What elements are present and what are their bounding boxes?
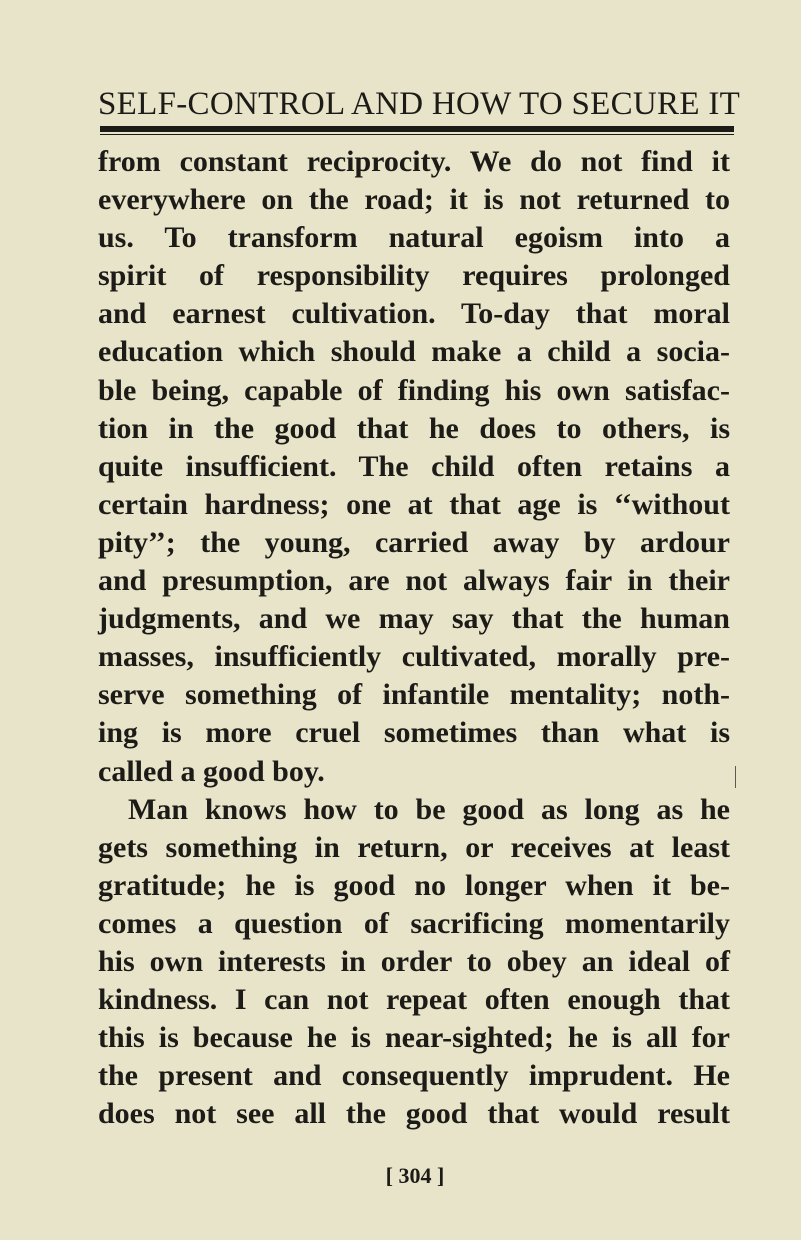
text-line: the present and consequently imprudent. He: [98, 1059, 730, 1093]
scan-speck: [735, 766, 736, 788]
text-line: serve something of infantile mentality; noth-: [98, 678, 730, 712]
text-line: spirit of responsibility requires prolonged: [98, 259, 730, 293]
text-line: quite insufficient. The child often retains a: [98, 449, 730, 483]
text-line: pity’’; the young, carried away by ardour: [98, 525, 730, 559]
text-line: ble being, capable of finding his own satisfac-: [98, 373, 730, 407]
paragraph-start-line: Man knows how to be good as long as he: [128, 792, 730, 826]
text-line: and presumption, are not always fair in their: [98, 564, 730, 598]
text-line: his own interests in order to obey an ideal of: [98, 944, 730, 978]
header-rule: [100, 126, 734, 135]
text-line: education which should make a child a socia-: [98, 335, 730, 369]
page-number: [ 304 ]: [385, 1163, 445, 1188]
text-line: this is because he is near-sighted; he is all for: [98, 1021, 730, 1055]
text-line: certain hardness; one at that age is ‘‘without: [98, 487, 730, 521]
text-line: ing is more cruel sometimes than what is: [98, 716, 730, 750]
text-line: tion in the good that he does to others, is: [98, 411, 730, 445]
paragraph-end-line: called a good boy.: [98, 754, 325, 788]
text-line: everywhere on the road; it is not returned to: [98, 183, 730, 217]
text-line: gratitude; he is good no longer when it be-: [98, 868, 730, 902]
text-line: and earnest cultivation. To-day that moral: [98, 297, 730, 331]
text-line: judgments, and we may say that the human: [98, 602, 730, 636]
text-line: gets something in return, or receives at least: [98, 830, 730, 864]
body-text: [98, 143, 730, 1133]
text-line: comes a question of sacrificing momentarily: [98, 906, 730, 940]
text-line: kindness. I can not repeat often enough that: [98, 983, 730, 1017]
running-head: SELF-CONTROL AND HOW TO SECURE IT: [98, 86, 741, 122]
text-line: does not see all the good that would result: [98, 1097, 730, 1131]
text-line: masses, insufficiently cultivated, morally pre-: [98, 640, 730, 674]
text-line: us. To transform natural egoism into a: [98, 221, 730, 255]
text-line: from constant reciprocity. We do not find it: [98, 145, 730, 178]
